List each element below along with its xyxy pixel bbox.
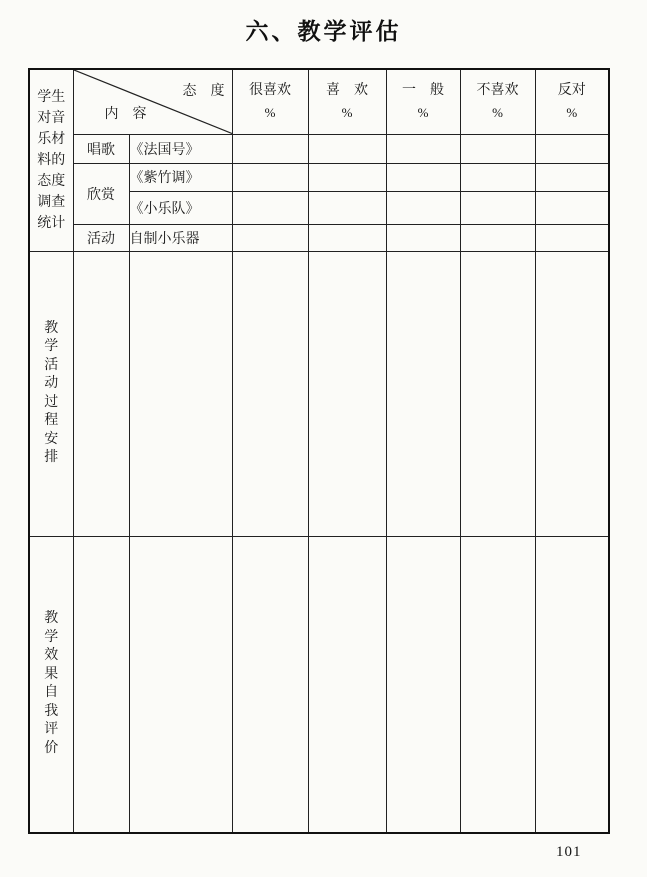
empty-cell	[535, 536, 609, 833]
column-header-dislike	[460, 69, 535, 134]
content-cell: 《法国号》	[129, 134, 232, 163]
empty-cell	[129, 251, 232, 536]
process-section-label: 教学活动过程安排	[44, 320, 59, 465]
empty-cell	[308, 251, 386, 536]
empty-cell	[460, 163, 535, 191]
column-label: 很喜欢	[249, 82, 291, 98]
empty-cell	[535, 191, 609, 224]
percent-label: %	[341, 104, 353, 120]
content-axis-label: 内 容	[104, 106, 147, 122]
empty-cell	[460, 224, 535, 251]
empty-cell	[535, 251, 609, 536]
survey-section-label: 学生对音乐材料的态度调查统计	[37, 89, 66, 231]
column-label: 反对	[557, 82, 586, 98]
category-cell-singing: 唱歌	[73, 134, 129, 163]
column-header-like	[308, 69, 386, 134]
category-cell-appreciation: 欣赏	[73, 163, 129, 224]
empty-cell	[232, 191, 308, 224]
empty-cell	[460, 134, 535, 163]
empty-cell	[386, 134, 460, 163]
evaluation-section-row	[29, 536, 609, 833]
column-header-oppose	[535, 69, 609, 134]
column-label: 不喜欢	[476, 82, 519, 98]
percent-label: %	[492, 104, 503, 120]
empty-cell	[232, 536, 308, 833]
column-header-like-very-much	[232, 69, 308, 134]
empty-cell	[460, 536, 535, 833]
empty-cell	[460, 191, 535, 224]
content-cell: 自制小乐器	[129, 224, 232, 251]
empty-cell	[308, 134, 386, 163]
empty-cell	[386, 191, 460, 224]
empty-cell	[232, 134, 308, 163]
page-number: 101	[556, 844, 582, 860]
table-row	[29, 224, 609, 251]
column-label: 一 般	[402, 82, 444, 98]
survey-section-header-cell	[29, 69, 73, 251]
process-section-header-cell	[29, 251, 73, 536]
empty-cell	[386, 163, 460, 191]
empty-cell	[129, 536, 232, 833]
table-row	[29, 163, 609, 191]
empty-cell	[386, 224, 460, 251]
content-cell: 《紫竹调》	[129, 163, 232, 191]
empty-cell	[232, 224, 308, 251]
percent-label: %	[566, 104, 578, 120]
header-row	[29, 69, 609, 134]
process-section-row	[29, 251, 609, 536]
empty-cell	[386, 536, 460, 833]
empty-cell	[535, 163, 609, 191]
empty-cell	[308, 191, 386, 224]
percent-label: %	[417, 104, 429, 120]
empty-cell	[232, 251, 308, 536]
empty-cell	[535, 224, 609, 251]
empty-cell	[308, 163, 386, 191]
percent-label: %	[264, 104, 276, 120]
table-row	[29, 134, 609, 163]
empty-cell	[232, 163, 308, 191]
category-cell-activity: 活动	[73, 224, 129, 251]
content-cell: 《小乐队》	[129, 191, 232, 224]
column-label: 喜 欢	[326, 82, 368, 98]
empty-cell	[386, 251, 460, 536]
evaluation-table	[28, 68, 610, 834]
empty-cell	[460, 251, 535, 536]
attitude-axis-label: 态 度	[182, 84, 225, 99]
empty-cell	[308, 224, 386, 251]
evaluation-section-header-cell	[29, 536, 73, 833]
column-header-neutral	[386, 69, 460, 134]
empty-cell	[308, 536, 386, 833]
empty-cell	[73, 251, 129, 536]
diagonal-corner-cell	[73, 69, 232, 134]
empty-cell	[535, 134, 609, 163]
page-title: 六、教学评估	[245, 18, 402, 44]
evaluation-section-label: 教学效果自我评价	[44, 611, 59, 756]
empty-cell	[73, 536, 129, 833]
